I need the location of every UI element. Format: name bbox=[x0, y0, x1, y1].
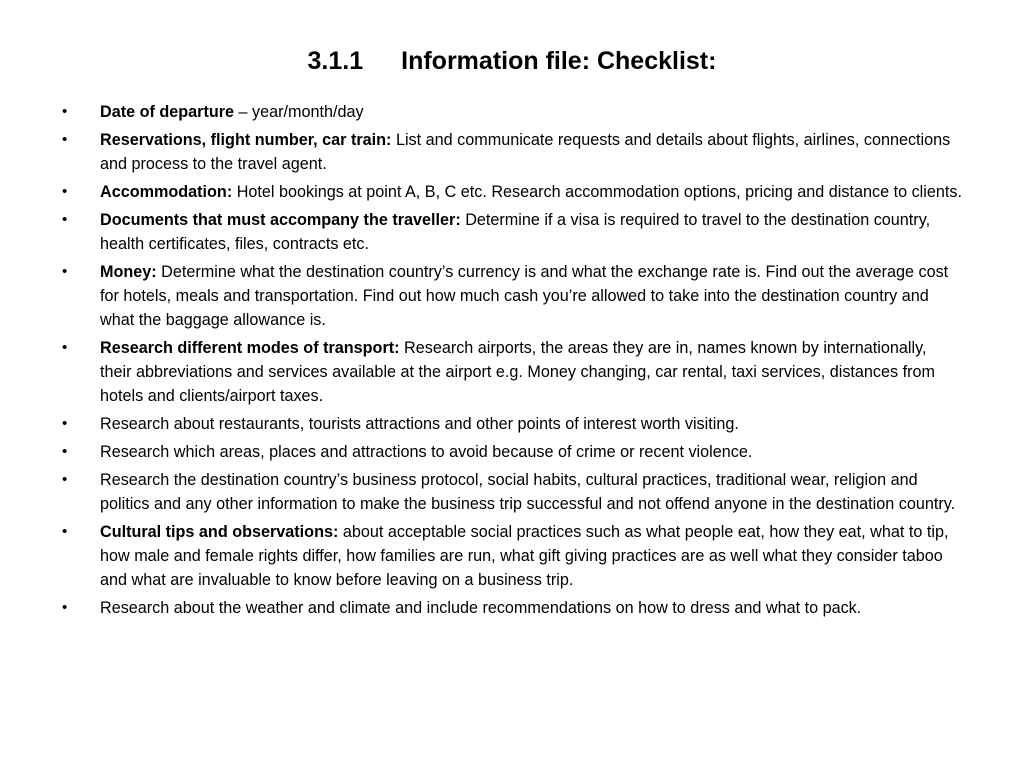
item-text: Research airports, the areas they are in, names known by internationally, their abbreviations and services available at the airport e.g. Money changing, car rental, taxi services, distances from hotels and clients/airport taxes. bbox=[100, 339, 935, 405]
bullet-icon: • bbox=[62, 415, 68, 432]
item-text: – year/month/day bbox=[234, 103, 364, 121]
item-text: Hotel bookings at point A, B, C etc. Research accommodation options, pricing and distance to clients. bbox=[232, 183, 962, 201]
section-number: 3.1.1 bbox=[307, 47, 364, 75]
bullet-icon: • bbox=[62, 183, 68, 200]
item-text: Research which areas, places and attractions to avoid because of crime or recent violence. bbox=[100, 443, 753, 461]
bullet-icon: • bbox=[62, 443, 68, 460]
checklist bbox=[62, 100, 962, 624]
item-text: about acceptable social practices such as what people eat, how they eat, what to tip, how male and female rights differ, how families are run, what gift giving practices are as well what they consider taboo and what are invaluable to know before leaving on a business trip. bbox=[100, 523, 949, 589]
bullet-icon: • bbox=[62, 211, 68, 228]
item-heading: Money: bbox=[100, 263, 157, 281]
checklist-item bbox=[62, 208, 962, 256]
checklist-item bbox=[62, 128, 962, 176]
bullet-icon: • bbox=[62, 471, 68, 488]
checklist-item bbox=[62, 260, 962, 332]
item-heading: Cultural tips and observations: bbox=[100, 523, 339, 541]
item-text: Research about restaurants, tourists attractions and other points of interest worth visiting. bbox=[100, 415, 739, 433]
checklist-item bbox=[62, 180, 962, 204]
checklist-item bbox=[62, 468, 962, 516]
checklist-item bbox=[62, 412, 962, 436]
bullet-icon: • bbox=[62, 599, 68, 616]
bullet-icon: • bbox=[62, 339, 68, 356]
checklist-item bbox=[62, 336, 962, 408]
bullet-icon: • bbox=[62, 131, 68, 148]
item-text: Determine what the destination country’s currency is and what the exchange rate is. Find out the average cost for hotels, meals and transportation. Find out how much cash you’re allowed to take into the destination country and what the baggage allowance is. bbox=[100, 263, 949, 329]
bullet-icon: • bbox=[62, 523, 68, 540]
item-text: Determine if a visa is required to travel to the destination country, health certificates, files, contracts etc. bbox=[100, 211, 931, 253]
item-heading: Documents that must accompany the traveller: bbox=[100, 211, 461, 229]
checklist-item bbox=[62, 100, 962, 124]
item-text: Research about the weather and climate and include recommendations on how to dress and what to pack. bbox=[100, 599, 862, 617]
item-heading: Research different modes of transport: bbox=[100, 339, 400, 357]
item-heading: Accommodation: bbox=[100, 183, 233, 201]
item-text: Research the destination country’s business protocol, social habits, cultural practices, traditional wear, religion and politics and any other information to make the business trip successful and not offend anyone in the destination country. bbox=[100, 471, 956, 513]
item-heading: Reservations, flight number, car train: bbox=[100, 131, 392, 149]
bullet-icon: • bbox=[62, 103, 68, 120]
checklist-item bbox=[62, 440, 962, 464]
bullet-icon: • bbox=[62, 263, 68, 280]
item-heading: Date of departure bbox=[100, 103, 235, 121]
item-text: List and communicate requests and details about flights, airlines, connections and process to the travel agent. bbox=[100, 131, 951, 173]
checklist-item bbox=[62, 520, 962, 592]
title-text: Information file: Checklist: bbox=[401, 47, 717, 75]
checklist-item bbox=[62, 596, 962, 620]
page-title bbox=[0, 44, 1024, 78]
